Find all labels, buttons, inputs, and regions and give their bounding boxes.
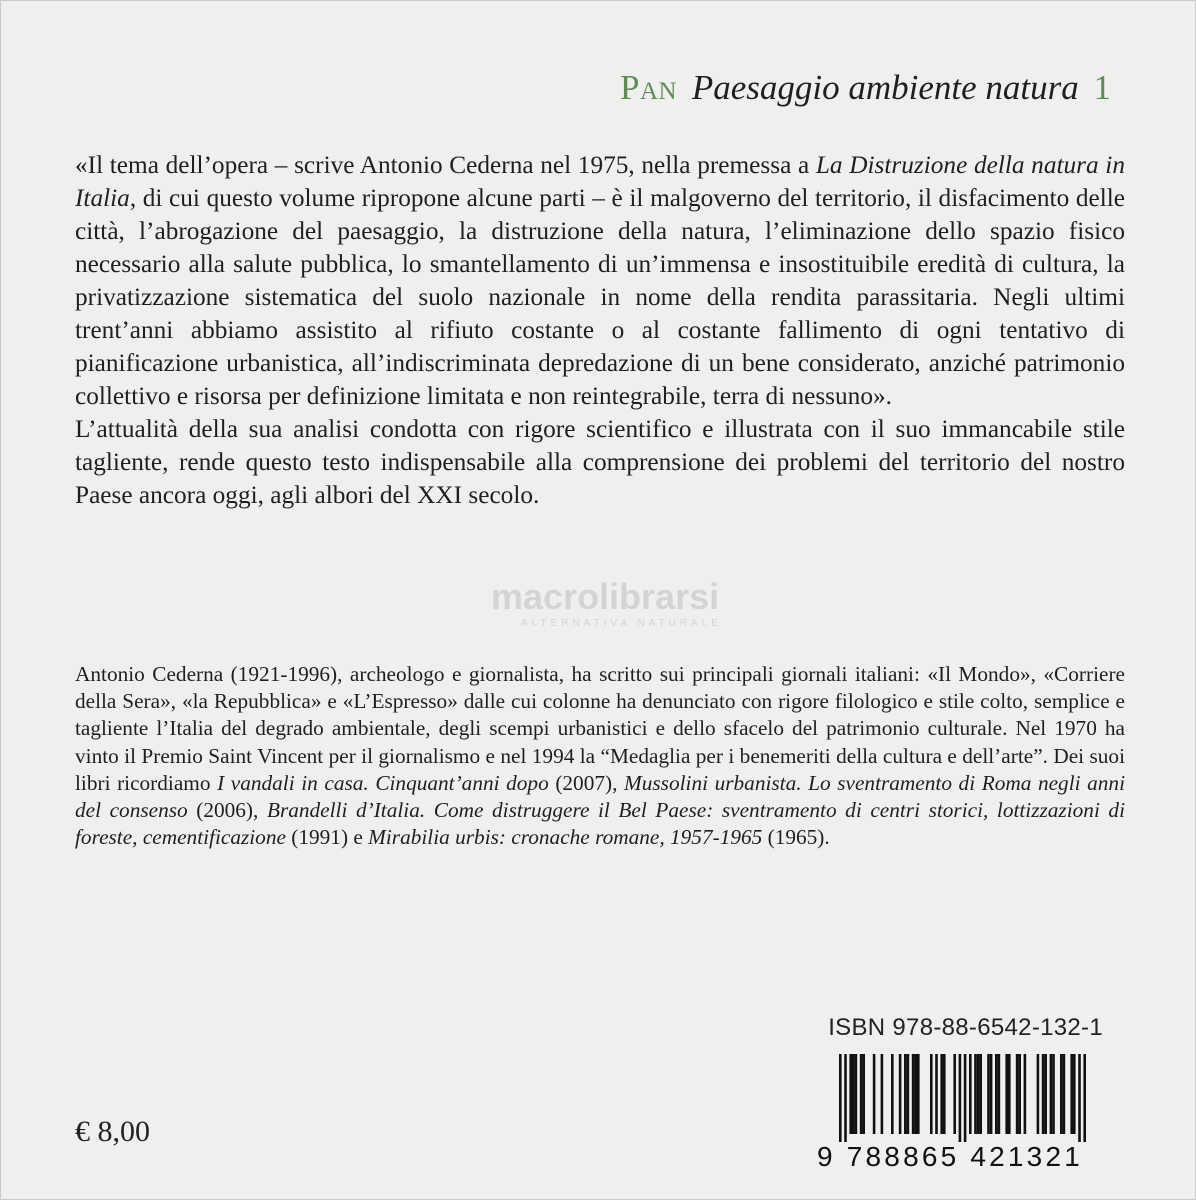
- barcode-bar: [839, 1054, 842, 1142]
- barcode-bar: [891, 1054, 894, 1134]
- bio-book-title: Mirabilia urbis: cronache romane, 1957-1965: [368, 825, 763, 850]
- barcode-bars: [817, 1054, 1113, 1142]
- bio-text: (2006),: [187, 798, 267, 823]
- barcode: [817, 1054, 1113, 1172]
- bio-text: (2007),: [548, 770, 624, 795]
- barcode-bar: [873, 1054, 876, 1134]
- author-bio-paragraph: [75, 661, 1125, 851]
- barcode-bar: [912, 1054, 915, 1134]
- barcode-bar: [860, 1054, 863, 1134]
- watermark: [491, 576, 722, 629]
- bio-text: (1965).: [762, 825, 830, 850]
- barcode-digits: 9 788865 421321: [817, 1141, 1083, 1172]
- barcode-bar: [943, 1054, 946, 1134]
- barcode-bar: [977, 1054, 980, 1134]
- barcode-bar: [1018, 1054, 1021, 1134]
- barcode-bar: [1037, 1054, 1040, 1134]
- watermark-subtext: ALTERNATIVA NATURALE: [521, 618, 722, 629]
- barcode-bar: [1078, 1054, 1081, 1142]
- barcode-bar: [995, 1054, 998, 1134]
- barcode-bar: [974, 1054, 977, 1134]
- barcode-bar: [1044, 1054, 1047, 1134]
- barcode-bar: [907, 1054, 910, 1134]
- barcode-bar: [990, 1054, 993, 1134]
- series-header: [620, 67, 1111, 109]
- blurb-book-title: La Distruzione della natura in Italia: [75, 151, 1125, 212]
- blurb: [75, 149, 1125, 512]
- barcode-bar: [1060, 1054, 1063, 1134]
- barcode-bar: [914, 1054, 917, 1134]
- barcode-bar: [969, 1054, 972, 1134]
- barcode-bar: [987, 1054, 990, 1134]
- barcode-bar: [998, 1054, 1001, 1134]
- barcode-bar: [881, 1054, 884, 1134]
- isbn: ISBN 978-88-6542-132-1: [828, 1014, 1103, 1041]
- barcode-bar: [904, 1054, 907, 1134]
- barcode-bar: [1070, 1054, 1073, 1134]
- author-bio: [75, 661, 1125, 851]
- barcode-bar: [852, 1054, 855, 1134]
- bio-book-title: I vandali in casa. Cinquant’anni dopo: [217, 770, 549, 795]
- bio-book-title: Brandelli d’Italia. Come distruggere il Bel Paese: sventramento di centri storici, lottizzazioni di foreste, cementificazione: [75, 798, 1125, 850]
- bio-book-title: Mussolini urbanista. Lo sventramento di Roma negli anni del consenso: [75, 770, 1125, 823]
- barcode-bar: [1016, 1054, 1019, 1134]
- series-name: Pan: [620, 68, 678, 107]
- barcode-bar: [964, 1054, 967, 1142]
- barcode-bar: [849, 1054, 852, 1134]
- bio-text: Antonio Cederna (1921-1996), archeologo e giornalista, ha scritto sui principali giornali italiani: «Il Mondo», «Corriere della Sera», «la Repubblica» e «L’Espresso» dalle cui colonne ha denunciato con rigore filologico e stile colto, semplice e tagliente l’Italia del degrado ambientale, degli scempi urbanistici e dello sfacelo del patrimonio culturale. Nel 1970 ha vinto il Premio Saint Vincent per il giornalismo e nel 1994 la “Medaglia per i benemeriti della cultura e dell’arte”. Dei suoi libri ricordiamo: [75, 662, 1125, 795]
- barcode-bar: [979, 1054, 982, 1134]
- blurb-paragraph-2: L’attualità della sua analisi condotta con rigore scientifico e illustrata con il suo immancabile stile tagliente, rende questo testo indispensabile alla comprensione dei problemi del territorio del nostro Paese ancora oggi, agli albori del XXI secolo.: [75, 415, 1125, 509]
- barcode-bar: [1052, 1054, 1055, 1134]
- series-number: 1: [1093, 68, 1111, 107]
- barcode-bar: [959, 1054, 962, 1142]
- barcode-bar: [953, 1054, 956, 1134]
- barcode-bar: [862, 1054, 865, 1134]
- barcode-bar: [917, 1054, 920, 1134]
- barcode-bar: [935, 1054, 938, 1134]
- barcode-bar: [930, 1054, 933, 1134]
- barcode-bar: [844, 1054, 847, 1142]
- barcode-bar: [855, 1054, 858, 1134]
- blurb-text: «Il tema dell’opera – scrive Antonio Cederna nel 1975, nella premessa a: [75, 151, 816, 179]
- watermark-text: macrolibrarsi: [491, 576, 720, 617]
- barcode-bar: [1073, 1054, 1076, 1134]
- price: € 8,00: [75, 1115, 150, 1148]
- barcode-bar: [1083, 1054, 1086, 1142]
- blurb-text: , di cui questo volume ripropone alcune parti – è il malgoverno del territorio, il disfacimento delle città, l’abrogazione del paesaggio, la distruzione della natura, l’eliminazione dello spazio fisico necessario alla salute pubblica, lo smantellamento di un’immensa e insostituibile eredità di cultura, la privatizzazione sistematica del suolo nazionale in nome della rendita parassitaria. Negli ultimi trent’anni abbiamo assistito al rifiuto costante o al costante fallimento di ogni tentativo di pianificazione urbanistica, all’indiscriminata depredazione di un bene considerato, anziché patrimonio collettivo e risorsa per definizione limitata e non reintegrabile, terra di nessuno».: [75, 184, 1125, 410]
- barcode-bar: [1050, 1054, 1053, 1134]
- barcode-bar: [1024, 1054, 1027, 1134]
- barcode-bar: [1005, 1054, 1008, 1134]
- barcode-bar: [1008, 1054, 1011, 1134]
- blurb-paragraph-1: [75, 149, 1125, 413]
- series-title: Paesaggio ambiente natura: [691, 68, 1079, 107]
- barcode-bar: [899, 1054, 902, 1134]
- barcode-bar: [940, 1054, 943, 1134]
- barcode-bar: [1042, 1054, 1045, 1134]
- barcode-bar: [1063, 1054, 1066, 1134]
- bio-text: (1991) e: [285, 825, 369, 850]
